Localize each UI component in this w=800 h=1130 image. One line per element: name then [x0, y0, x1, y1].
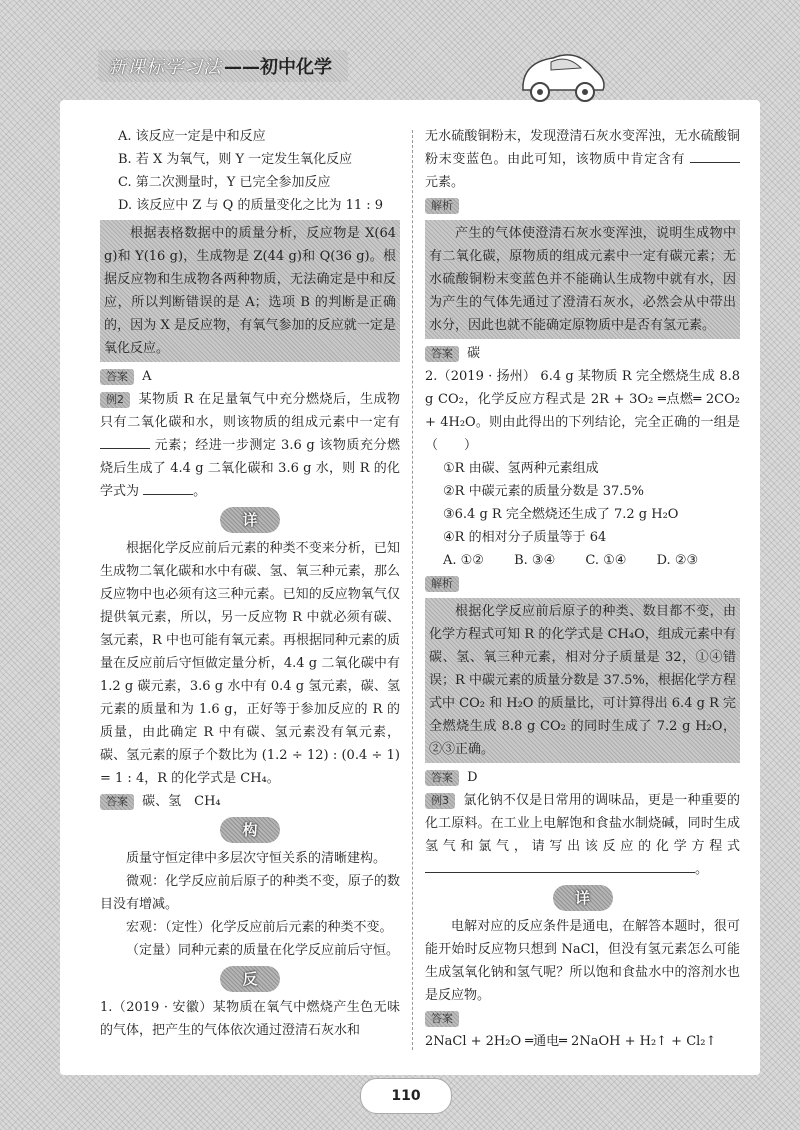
choice-c[interactable]: C. ①④ — [585, 553, 627, 568]
column-divider — [412, 130, 413, 1050]
answer-blank[interactable] — [100, 434, 150, 449]
answer-value: 碳、氢 CH₄ — [142, 794, 221, 809]
answer-value: A — [142, 369, 152, 384]
analysis-tag: 解析 — [425, 576, 459, 592]
right-column — [425, 125, 740, 1053]
structure-line: 微观：化学反应前后原子的种类不变，原子的数目没有增减。 — [100, 874, 400, 912]
statement-item: ②R 中碳元素的质量分数是 37.5% — [443, 484, 645, 499]
brand-title: 新课标学习法 — [108, 57, 222, 78]
statement-item: ④R 的相对分子质量等于 64 — [443, 530, 607, 545]
detail-badge: 详 — [220, 507, 280, 533]
option-d: D. 该反应中 Z 与 Q 的质量变化之比为 11 : 9 — [118, 198, 384, 213]
answer-line-2 — [100, 790, 400, 813]
structure-badge: 构 — [220, 817, 280, 843]
example-question-3: 例3 氯化钠不仅是日常用的调味品，更是一种重要的化工原料。在工业上电解饱和食盐水制烧碱，同时生成氢气和氯气，请写出该反应的化学方程式 。 — [425, 793, 740, 877]
structure-line: 质量守恒定律中多层次守恒关系的清晰建构。 — [126, 851, 387, 866]
choice-d[interactable]: D. ②③ — [656, 553, 699, 568]
structure-line: 宏观：（定性）化学反应前后元素的种类不变。 — [126, 920, 393, 935]
option-a: A. 该反应一定是中和反应 — [118, 129, 266, 144]
equation-blank[interactable] — [425, 858, 695, 873]
question-text: 6.4 g 某物质 R 完全燃烧生成 8.8 g CO₂，化学反应方程式是 2R + 3O₂ ═点燃═ 2CO₂ + 4H₂O。则由此得出的下列结论，完全正确的一组是（ ） — [425, 369, 740, 453]
continuation-end: 元素。 — [425, 175, 465, 190]
answer-tag-line — [425, 1007, 740, 1030]
answer-tag: 答案 — [100, 369, 134, 385]
subject-title: ——初中化学 — [224, 57, 332, 78]
formula-blank[interactable] — [143, 480, 193, 495]
question-text: 氯化钠不仅是日常用的调味品，更是一种重要的化工原料。在工业上电解饱和食盐水制烧碱，同时生成氢气和氯气，请写出该反应的化学方程式 — [425, 793, 740, 854]
choice-a[interactable]: A. ①② — [443, 553, 484, 568]
question-2 — [425, 365, 740, 457]
car-illustration-icon — [515, 40, 610, 110]
continuation-text: 无水硫酸铜粉末，发现澄清石灰水变浑浊，无水硫酸铜粉末变蓝色。由此可知，该物质中肯定含有 — [425, 129, 740, 167]
analysis-tag-line — [425, 572, 740, 595]
practice-question: 1.（2019 · 安徽）某物质在氧气中燃烧产生色无味的气体，把产生的气体依次通过澄清石灰水和 — [100, 1000, 400, 1038]
answer-line — [425, 766, 740, 789]
header-banner — [98, 50, 348, 82]
analysis-block: 产生的气体使澄清石灰水变浑浊，说明生成物中有二氧化碳，原物质的组成元素中一定有碳元素；无水硫酸铜粉末变蓝色并不能确认生成物中就有水，因为产生的气体先通过了澄清石灰水，必然会从中带出水分，因此也就不能确定原物质中是否有氢元素。 — [425, 220, 740, 339]
statement-item: ③6.4 g R 完全燃烧还生成了 7.2 g H₂O — [443, 507, 679, 522]
example-tag: 例3 — [425, 793, 455, 809]
choice-b[interactable]: B. ③④ — [514, 553, 556, 568]
answer-tag: 答案 — [425, 1011, 459, 1027]
left-column — [100, 125, 400, 1042]
answer-tag: 答案 — [425, 346, 459, 362]
example-tag: 例2 — [100, 392, 130, 408]
statement-item: ①R 由碳、氢两种元素组成 — [443, 461, 599, 476]
page-number: 110 — [360, 1078, 452, 1114]
analysis-block: 根据表格数据中的质量分析，反应物是 X(64 g)和 Y(16 g)，生成物是 Z(44 g)和 Q(36 g)。根据反应物和生成物各两种物质，无法确定是中和反应，所以判断错误的是 A；选项 B 的判断是正确的，因为 X 是反应物，有氧气参加的反应就一定是氧化反应。 — [100, 220, 400, 362]
option-c: C. 第二次测量时，Y 已完全参加反应 — [118, 175, 331, 190]
analysis-tag: 解析 — [425, 198, 459, 214]
question-text: 某物质 R 在足量氧气中充分燃烧后，生成物只有二氧化碳和水，则该物质的组成元素中一定有 — [100, 392, 400, 430]
detail-text: 电解对应的反应条件是通电，在解答本题时，很可能开始时反应物只想到 NaCl，但没有氢元素怎么可能生成氢氧化钠和氢气呢？所以饱和食盐水中的溶剂水也是反应物。 — [425, 919, 740, 1003]
detail-text: 根据化学反应前后元素的种类不变来分析，已知生成物二氧化碳和水中有碳、氢、氧三种元素，那么反应物中也必须有这三种元素。已知的反应物氧气仅提供氧元素，所以，另一反应物 R 中就必须有碳、氢元素，R 中也可能有氧元素。再根据同种元素的质量在反应前后守恒做定量分析，4.4 g 二氧化碳中有 1.2 g 碳元素，3.6 g 水中有 0.4 g 氢元素，碳、氢元素的质量和为 1.6 g，正好等于参加反应的 R 的质量，由此确定 R 中有碳、氢元素没有氧元素，碳、氢元素的原子个数比为 (1.2 ÷ 12) : (0.4 ÷ 1) = 1 : 4，R 的化学式是 CH₄。 — [100, 541, 400, 786]
example-question: 例2 某物质 R 在足量氧气中充分燃烧后，生成物只有二氧化碳和水，则该物质的组成元素中一定有 元素；经进一步测定 3.6 g 该物质充分燃烧后生成了 4.4 g 二氧化碳和 3.6 g 水，则 R 的化学式为 。 — [100, 392, 400, 499]
answer-value: D — [467, 770, 478, 785]
reflect-badge: 反 — [220, 966, 280, 992]
answer-tag: 答案 — [425, 770, 459, 786]
answer-tag: 答案 — [100, 794, 134, 810]
answer-line — [425, 342, 740, 365]
question-continuation — [425, 125, 740, 194]
choice-row — [425, 549, 740, 572]
structure-line: （定量）同种元素的质量在化学反应前后守恒。 — [126, 943, 400, 958]
question-source: 2.（2019 · 扬州） — [425, 369, 537, 384]
answer-value: 碳 — [467, 346, 481, 361]
analysis-block: 根据化学反应前后原子的种类、数目都不变，由化学方程式可知 R 的化学式是 CH₄O，组成元素中有碳、氢、氧三种元素，相对分子质量是 32，①④错误；R 中碳元素的质量分数是 37.5%，根据化学方程式中 CO₂ 和 H₂O 的质量比，可计算得出 6.4 g R 完全燃烧生成 8.8 g CO₂ 的同时生成了 7.2 g H₂O，②③正确。 — [425, 598, 740, 763]
option-b: B. 若 X 为氧气，则 Y 一定发生氧化反应 — [118, 152, 353, 167]
analysis-tag-line — [425, 194, 740, 217]
equation-answer: 2NaCl + 2H₂O ═通电═ 2NaOH + H₂↑ + Cl₂↑ — [425, 1034, 717, 1049]
question-text-cont: 元素；经进一步测定 3.6 g 该物质充分燃烧后生成了 4.4 g 二氧化碳和 3.6 g 水，则 R 的化学式为 — [100, 438, 400, 499]
detail-badge: 详 — [553, 885, 613, 911]
answer-blank[interactable] — [690, 148, 740, 163]
answer-line — [100, 365, 400, 388]
